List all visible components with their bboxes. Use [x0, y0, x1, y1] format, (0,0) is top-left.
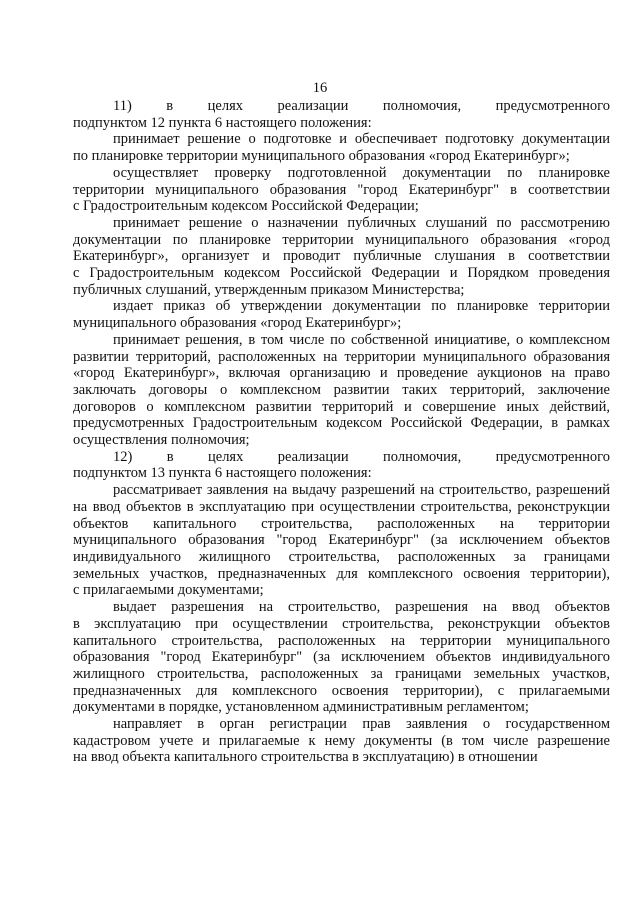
text-line: объектов капитального строительства, расположенных на территории [73, 515, 610, 532]
text-line: публичных слушаний, утвержденным приказом Министерства; [73, 281, 465, 298]
text-line: территории муниципального образования "город Екатеринбург" в соответствии [73, 181, 610, 198]
paragraph [73, 449, 610, 482]
paragraph [73, 482, 610, 599]
paragraph [73, 298, 610, 331]
text-line: «город Екатеринбург», включая организацию и проведение аукционов на право [73, 365, 610, 382]
page-number: 16 [312, 80, 328, 96]
paragraph [73, 599, 610, 716]
text-line: принимает решения, в том числе по собственной инициативе, о комплексном [113, 331, 610, 348]
text-line: капитального строительства, расположенных на территории муниципального [73, 632, 610, 649]
text-line: кадастровом учете и прилагаемые к нему документы (в том числе разрешение [73, 732, 610, 749]
text-line: жилищного строительства, расположенных за границами земельных участков, [73, 665, 610, 682]
paragraph [73, 98, 610, 131]
text-line: заключать договоры о комплексном развитии таких территорий, заключение [73, 381, 610, 398]
text-line: на ввод объекта капитального строительства в эксплуатацию) в отношении [73, 749, 538, 766]
text-line: с Градостроительным кодексом Российской Федерации; [73, 198, 419, 215]
text-line: муниципального образования «город Екатеринбург»; [73, 315, 402, 332]
text-line: образования "город Екатеринбург" (за исключением объектов индивидуального [73, 649, 610, 666]
text-line: 11) в целях реализации полномочия, предусмотренного [113, 98, 610, 114]
text-line: рассматривает заявления на выдачу разрешений на строительство, разрешений [113, 482, 610, 499]
text-line: документации по планировке территории муниципального образования «город [73, 231, 610, 248]
text-line: с Градостроительным кодексом Российской Федерации и Порядком проведения [73, 265, 610, 282]
text-line: 12) в целях реализации полномочия, предусмотренного [113, 448, 610, 465]
text-line: на ввод объектов в эксплуатацию при осуществлении строительства, реконструкции [73, 498, 610, 515]
text-line: выдает разрешения на строительство, разрешения на ввод объектов [113, 599, 610, 616]
text-line: индивидуального жилищного строительства, расположенных за границами [73, 548, 610, 565]
text-line: договоров о комплексном развитии территорий и совершение иных действий, [73, 398, 610, 415]
text-line: земельных участков, предназначенных для комплексного освоения территории), [73, 565, 610, 582]
text-line: по планировке территории муниципального образования «город Екатеринбург»; [73, 148, 570, 165]
text-line: в эксплуатацию при осуществлении строительства, реконструкции объектов [73, 615, 610, 632]
document-body [73, 98, 610, 766]
text-line: подпунктом 13 пункта 6 настоящего положения: [73, 465, 372, 482]
text-line: принимает решение о назначении публичных слушаний по рассмотрению [113, 214, 610, 231]
paragraph [73, 716, 610, 766]
text-line: направляет в орган регистрации прав заявления о государственном [113, 716, 610, 733]
text-line: предусмотренных Градостроительным кодексом Российской Федерации, в рамках [73, 415, 610, 432]
paragraph [73, 332, 610, 449]
text-line: предназначенных для комплексного освоения территории), с прилагаемыми [73, 682, 610, 699]
paragraph [73, 131, 610, 164]
text-line: осуществления полномочия; [73, 432, 250, 449]
text-line: принимает решение о подготовке и обеспечивает подготовку документации [113, 131, 610, 148]
text-line: развитии территорий, расположенных на территории муниципального образования [73, 348, 610, 365]
text-line: издает приказ об утверждении документации по планировке территории [113, 298, 610, 315]
text-line: документами в порядке, установленном административным регламентом; [73, 699, 529, 716]
text-line: подпунктом 12 пункта 6 настоящего положения: [73, 114, 372, 131]
text-line: с прилагаемыми документами; [73, 582, 264, 599]
text-line: муниципального образования "город Екатеринбург" (за исключением объектов [73, 532, 610, 549]
paragraph [73, 165, 610, 215]
paragraph [73, 215, 610, 299]
text-line: Екатеринбург», организует и проводит публичные слушания в соответствии [73, 248, 610, 265]
text-line: осуществляет проверку подготовленной документации по планировке [113, 164, 610, 181]
